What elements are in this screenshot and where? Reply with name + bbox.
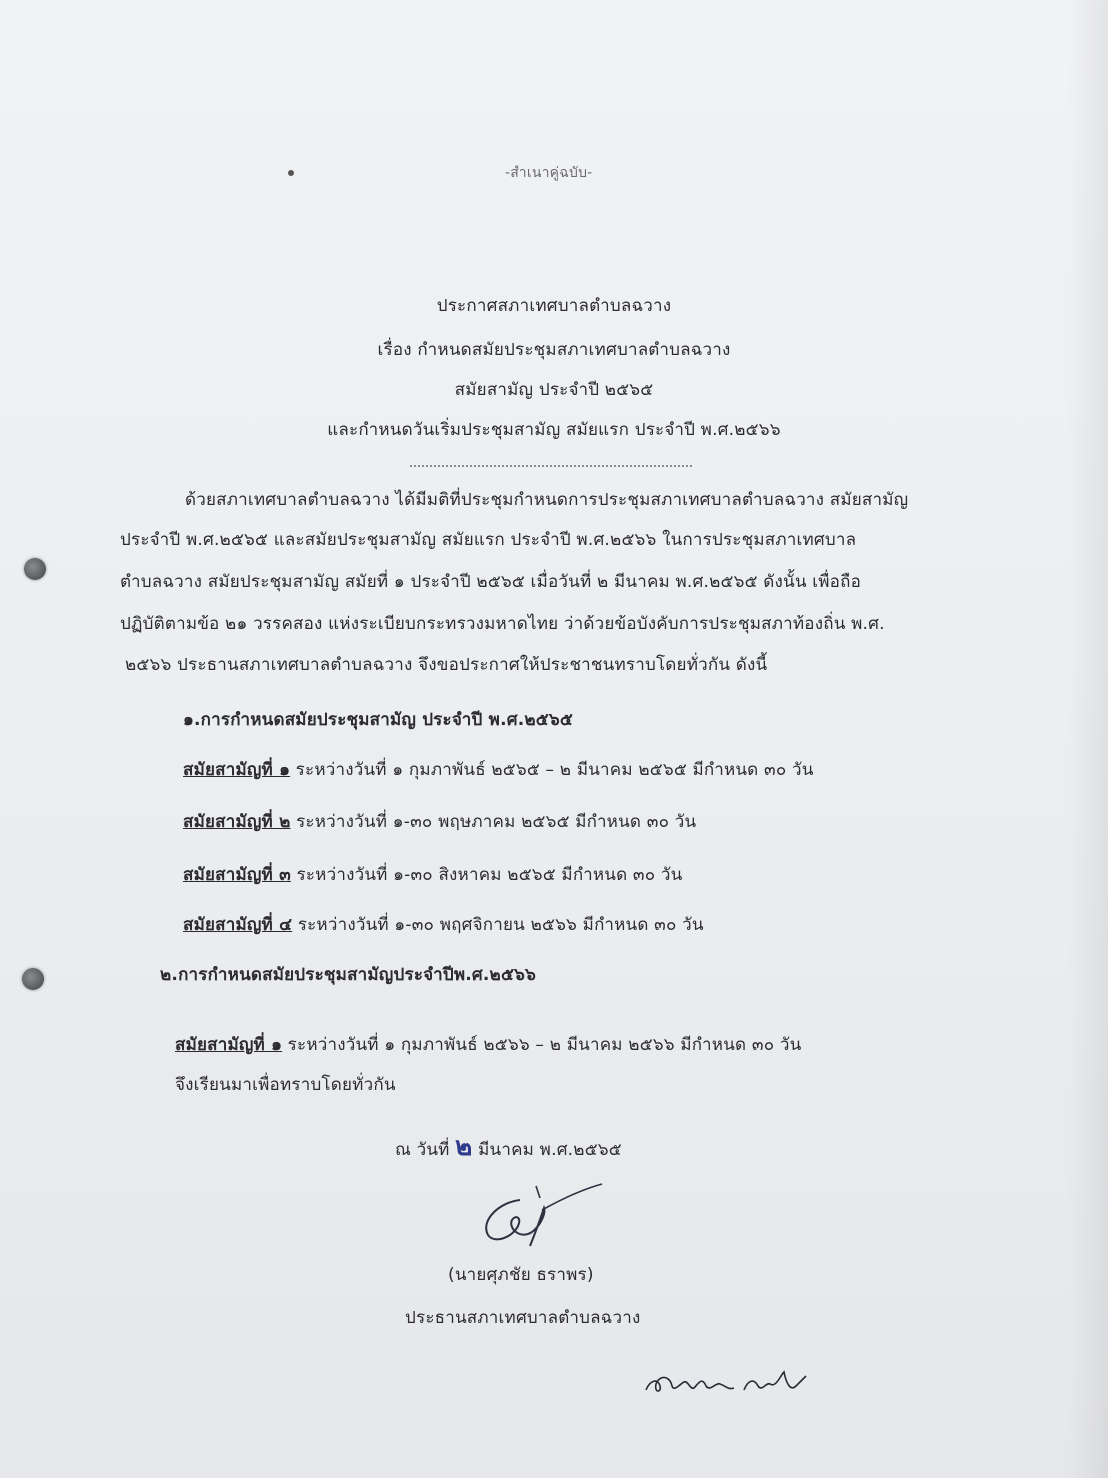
session-row [183,760,814,780]
signer-title: ประธานสภาเทศบาลตำบลฉวาง [405,1308,641,1328]
session-label: สมัยสามัญที่ ๒ [183,812,291,832]
session-label: สมัยสามัญที่ ๑ [175,1035,283,1055]
session-text: ระหว่างวันที่ ๑ กุมภาพันธ์ ๒๕๖๕ – ๒ มีนาคม ๒๕๖๕ มีกำหนด ๓๐ วัน [290,760,814,780]
signature-mark [460,1180,620,1260]
header-line-4: และกำหนดวันเริ่มประชุมสามัญ สมัยแรก ประจำปี พ.ศ.๒๕๖๖ [327,420,781,440]
body-paragraph-line: ตำบลฉวาง สมัยประชุมสามัญ สมัยที่ ๑ ประจำปี ๒๕๖๕ เมื่อวันที่ ๒ มีนาคม พ.ศ.๒๕๖๕ ดังนั้น เพื่อถือ [120,572,861,592]
section-1-title: ๑.การกำหนดสมัยประชุมสามัญ ประจำปี พ.ศ.๒๕๖๕ [183,710,573,730]
session-label: สมัยสามัญที่ ๑ [183,760,291,780]
header-line-3: สมัยสามัญ ประจำปี ๒๕๖๕ [454,380,654,400]
signer-name: (นายศุภชัย ธราพร) [448,1265,594,1285]
body-paragraph-line: ประจำปี พ.ศ.๒๕๖๕ และสมัยประชุมสามัญ สมัยแรก ประจำปี พ.ศ.๒๕๖๖ ในการประชุมสภาเทศบาล [120,530,857,550]
body-paragraph-line: ด้วยสภาเทศบาลตำบลฉวาง ได้มีมติที่ประชุมกำหนดการประชุมสภาเทศบาลตำบลฉวาง สมัยสามัญ [185,490,909,510]
date-day-handwritten: ๒ [455,1132,473,1162]
session-row [183,812,696,832]
session-row [175,1035,801,1055]
session-text: ระหว่างวันที่ ๑-๓๐ พฤศจิกายน ๒๕๖๖ มีกำหนด ๓๐ วัน [292,915,704,935]
copy-label: -สำเนาคู่ฉบับ- [505,165,593,181]
header-line-2: เรื่อง กำหนดสมัยประชุมสภาเทศบาลตำบลฉวาง [377,340,731,360]
session-row [183,865,683,885]
body-paragraph-line: ๒๕๖๖ ประธานสภาเทศบาลตำบลฉวาง จึงขอประกาศให้ประชาชนทราบโดยทั่วกัน ดังนี้ [125,655,768,675]
session-label: สมัยสามัญที่ ๓ [183,865,291,885]
session-text: ระหว่างวันที่ ๑ กุมภาพันธ์ ๒๕๖๖ – ๒ มีนาคม ๒๕๖๖ มีกำหนด ๓๐ วัน [282,1035,802,1055]
header-line-1: ประกาศสภาเทศบาลตำบลฉวาง [436,296,672,316]
section-2-title: ๒.การกำหนดสมัยประชุมสามัญประจำปีพ.ศ.๒๕๖๖ [160,965,537,985]
punch-hole [24,558,46,580]
date-prefix: ณ วันที่ [395,1140,450,1160]
punch-hole [22,968,44,990]
header-divider [410,465,692,467]
session-label: สมัยสามัญที่ ๔ [183,915,293,935]
body-paragraph-line: ปฏิบัติตามข้อ ๒๑ วรรคสอง แห่งระเบียบกระทรวงมหาดไทย ว่าด้วยข้อบังคับการประชุมสภาท้องถิ่น พ.ศ. [120,614,885,634]
ink-speck [288,170,294,176]
date-line [395,1132,622,1162]
date-suffix: มีนาคม พ.ศ.๒๕๖๕ [478,1140,622,1160]
session-row [183,915,704,935]
session-text: ระหว่างวันที่ ๑-๓๐ สิงหาคม ๒๕๖๕ มีกำหนด ๓๐ วัน [290,865,683,885]
session-text: ระหว่างวันที่ ๑-๓๐ พฤษภาคม ๒๕๖๕ มีกำหนด ๓๐ วัน [290,812,697,832]
closing-line: จึงเรียนมาเพื่อทราบโดยทั่วกัน [175,1075,396,1095]
page-shadow [1068,0,1108,1478]
initials-handwriting [640,1362,810,1402]
